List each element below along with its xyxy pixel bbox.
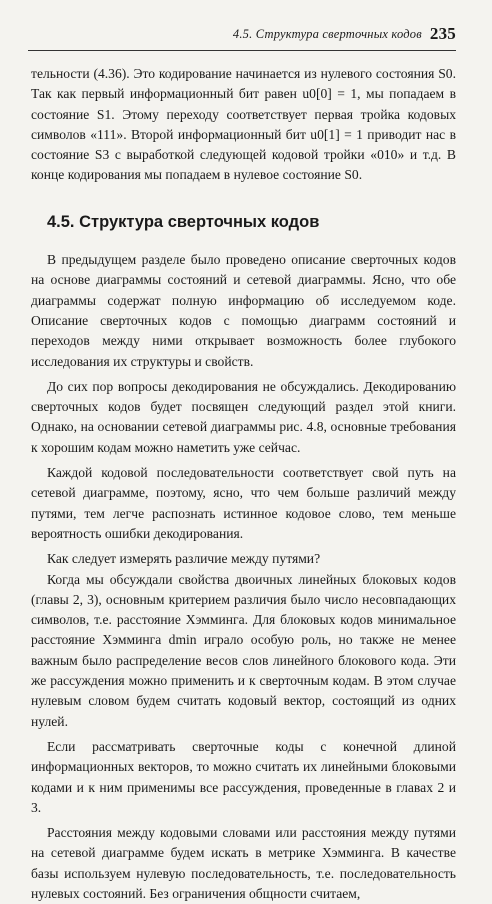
section-heading: 4.5. Структура сверточных кодов (47, 212, 320, 231)
paragraph-question: Как следует измерять различие между путями? (47, 551, 321, 567)
running-head (30, 24, 456, 44)
paragraph: Расстояния между кодовыми словами или расстояния между путями на сетевой диаграмме будем искать в метрике Хэмминга. В качестве базы используем нулевую последовательность, т.е. последовательность нулевых состояний. Без ограничения общности считаем, (31, 825, 456, 901)
paragraph: В предыдущем разделе было проведено описание сверточных кодов на основе диаграммы состояний и сетевой диаграммы. Ясно, что обе диаграммы содержат полную информацию об исследуемом коде. Описание сверточных кодов с помощью диаграмм состояний и переходов между ними открывает возможность более глубокого исследования их структуры и свойств. (31, 252, 456, 369)
paragraph: До сих пор вопросы декодирования не обсуждались. Декодированию сверточных кодов будет посвящен следующий раздел этой книги. Однако, на основании сетевой диаграммы рис. 4.8, основные требования к хорошим кодам можно наметить уже сейчас. (31, 378, 456, 455)
running-head-title: 4.5. Структура сверточных кодов (232, 27, 422, 41)
paragraph: Когда мы обсуждали свойства двоичных линейных блоковых кодов (главы 2, 3), основным критерием различия было число несовпадающих символов, т.е. расстояние Хэмминга. Для блоковых кодов минимальное расстояние Хэмминга dmin играло особую роль, но также не менее важным было распределение весов слов линейного блокового кода. Эти же рассуждения можно применить и к сверточным кодам. В этом случае нулевым словом будем считать кодовый вектор, состоящий из одних нулей. (31, 571, 456, 729)
header-rule (28, 50, 456, 51)
page-number: 235 (429, 24, 456, 43)
paragraph: Каждой кодовой последовательности соответствует свой путь на сетевой диаграмме, поэтому, ясно, что чем больше различий между путями, тем легче распознать истинное кодовое слово, тем меньше вероятность ошибки декодирования. (31, 465, 456, 541)
paragraph: Если рассматривать сверточные коды с конечной длиной информационных векторов, то можно считать их линейными блоковыми кодами и к ним применимы все рассуждения, проведенные в главах 2 и 3. (31, 738, 456, 815)
page-body (31, 64, 456, 904)
paragraph-continued: тельности (4.36). Это кодирование начинается из нулевого состояния S0. Так как первый информационный бит равен u0[0] = 1, мы попадаем в состояние S1. Этому переходу соответствует первая тройка кодовых символов «111». Второй информационный бит u0[1] = 1 приводит нас в состояние S3 с выработкой следующей кодовой тройки «010» и т.д. В конце кодирования мы попадаем в нулевое состояние S0. (31, 66, 456, 183)
